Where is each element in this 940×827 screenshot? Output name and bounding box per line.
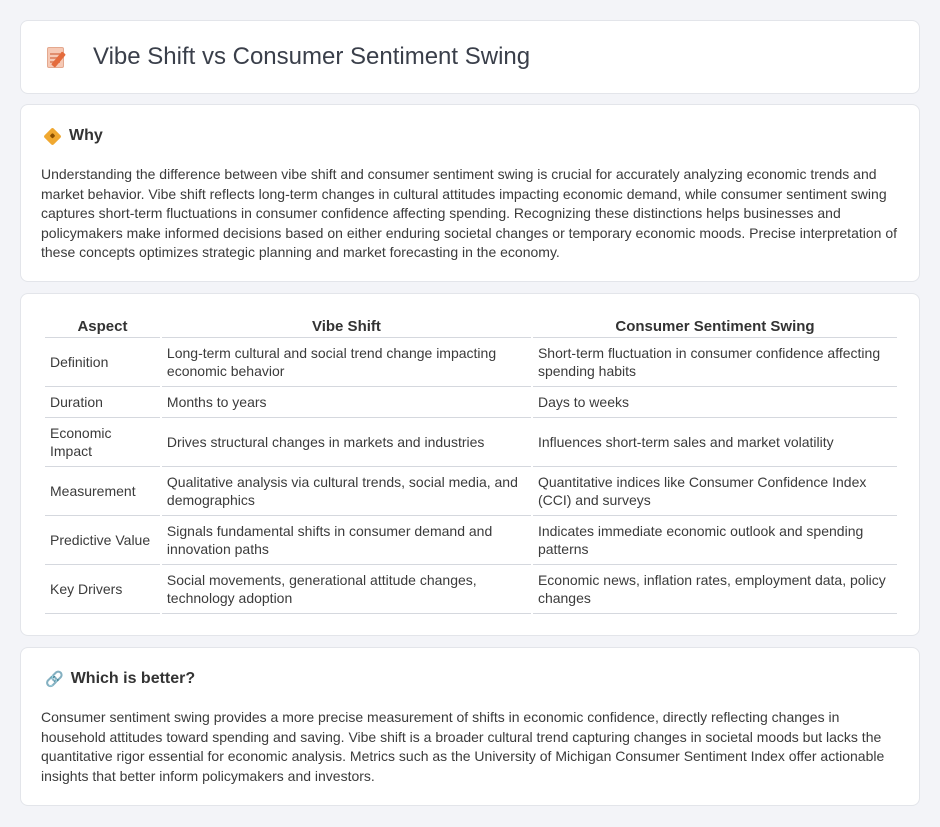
title-row [47,43,530,71]
row-aspect: Measurement [45,467,160,516]
row-consumer-sentiment: Days to weeks [533,387,897,418]
row-vibe-shift: Signals fundamental shifts in consumer demand and innovation paths [162,516,531,565]
row-aspect: Economic Impact [45,418,160,467]
row-consumer-sentiment: Economic news, inflation rates, employment data, policy changes [533,565,897,614]
page-title: Vibe Shift vs Consumer Sentiment Swing [93,43,531,70]
comparison-section [20,293,920,636]
table-row [45,467,897,516]
row-vibe-shift: Long-term cultural and social trend change impacting economic behavior [162,338,531,387]
row-consumer-sentiment: Quantitative indices like Consumer Confidence Index (CCI) and surveys [533,467,897,516]
row-vibe-shift: Social movements, generational attitude changes, technology adoption [162,565,531,614]
comparison-table [43,316,899,614]
link-icon: 🔗 [45,670,64,688]
table-row [45,418,897,467]
table-row [45,387,897,418]
why-heading-row [43,127,103,145]
row-consumer-sentiment: Influences short-term sales and market volatility [533,418,897,467]
which-is-better-section [20,647,920,806]
why-heading: Why [69,127,103,144]
row-vibe-shift: Drives structural changes in markets and industries [162,418,531,467]
table-header-row [45,316,897,338]
row-aspect: Key Drivers [45,565,160,614]
row-vibe-shift: Qualitative analysis via cultural trends, social media, and demographics [162,467,531,516]
why-text: Understanding the difference between vibe shift and consumer sentiment swing is crucial for accurately analyzing economic trends and market behavior. Vibe shift reflects long-term changes in cultural attitudes impacting economic demand, while consumer sentiment swing captures short-term fluctuations in consumer confidence affecting spending. Recognizing these distinctions helps businesses and policymakers make informed decisions based on either enduring societal changes or temporary economic moods. Precise interpretation of these concepts optimizes strategic planning and market forecasting in the economy. [41,166,897,261]
better-text: Consumer sentiment swing provides a more precise measurement of shifts in economic confidence, directly reflecting changes in household attitudes toward spending and saving. Vibe shift is a broader cultural trend capturing changes in societal moods but lacks the quantitative rigor essential for economic analysis. Metrics such as the University of Michigan Consumer Sentiment Index offer actionable insights that better inform policymakers and investors. [41,709,885,784]
header-vibe-shift: Vibe Shift [162,316,531,338]
row-vibe-shift: Months to years [162,387,531,418]
document-edit-icon [47,45,67,69]
title-card [20,20,920,94]
row-consumer-sentiment: Short-term fluctuation in consumer confidence affecting spending habits [533,338,897,387]
row-consumer-sentiment: Indicates immediate economic outlook and spending patterns [533,516,897,565]
why-section [20,104,920,282]
better-heading: Which is better? [70,670,196,687]
table-row [45,565,897,614]
row-aspect: Predictive Value [45,516,160,565]
table-row [45,338,897,387]
warning-diamond-icon [43,127,61,145]
row-aspect: Duration [45,387,160,418]
better-heading-row [43,670,195,688]
header-aspect: Aspect [45,316,160,338]
row-aspect: Definition [45,338,160,387]
header-consumer-sentiment-swing: Consumer Sentiment Swing [533,316,897,338]
table-row [45,516,897,565]
